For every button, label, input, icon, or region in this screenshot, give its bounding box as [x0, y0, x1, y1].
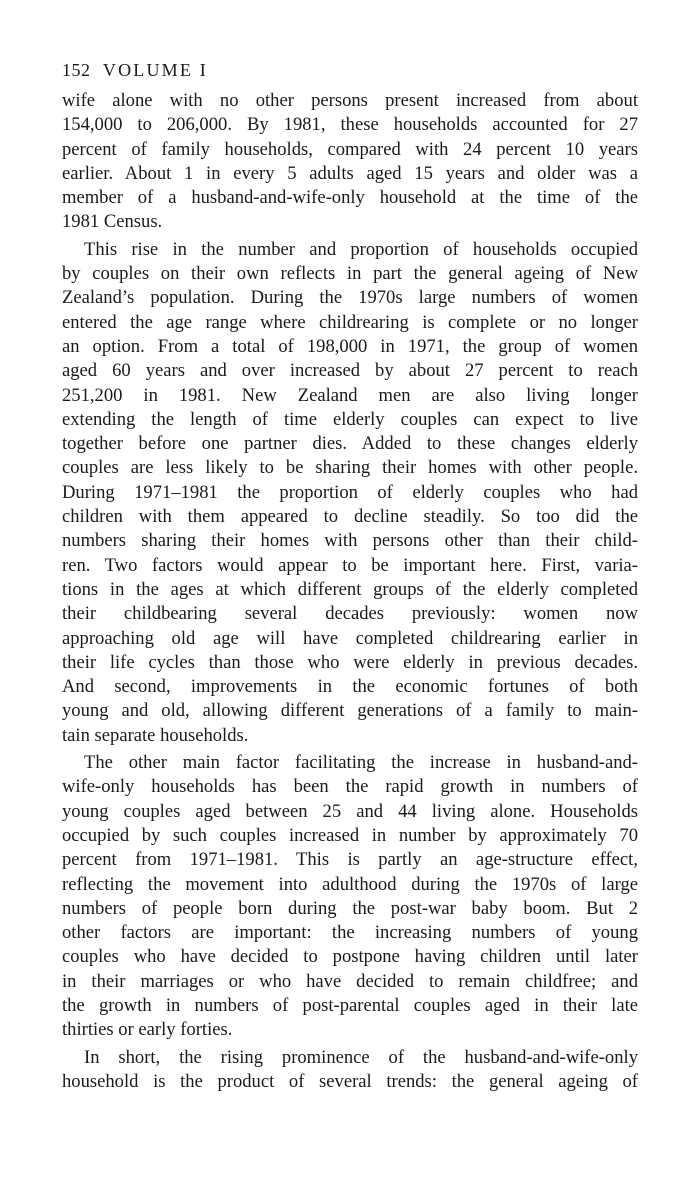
- text-line: an option. From a total of 198,000 in 1971, the group of women: [62, 335, 638, 357]
- paragraph-2: [62, 238, 638, 748]
- text-line: the growth in numbers of post-parental couples aged in their late: [62, 994, 638, 1016]
- text-line: young couples aged between 25 and 44 living alone. Households: [62, 800, 638, 822]
- text-line: approaching old age will have completed childrearing earlier in: [62, 627, 638, 649]
- text-line: aged 60 years and over increased by about 27 percent to reach: [62, 360, 638, 382]
- paragraph-4: [62, 1046, 638, 1095]
- text-line: their childbearing several decades previously: women now: [62, 603, 638, 625]
- text-line: together before one partner dies. Added to these changes elderly: [62, 433, 638, 455]
- text-line: reflecting the movement into adulthood during the 1970s of large: [62, 873, 638, 895]
- text-line: percent of family households, compared with 24 percent 10 years: [62, 138, 638, 160]
- text-line: tain separate households.: [62, 724, 249, 746]
- text-line: percent from 1971–1981. This is partly an age-structure effect,: [62, 849, 638, 871]
- text-line: young and old, allowing different generations of a family to main-: [62, 700, 638, 722]
- text-line: And second, improvements in the economic fortunes of both: [62, 676, 638, 698]
- running-head: [62, 58, 638, 82]
- text-line: The other main factor facilitating the increase in husband-and-: [84, 752, 638, 774]
- text-line: their life cycles than those who were elderly in previous decades.: [62, 651, 638, 673]
- text-line: member of a husband-and-wife-only household at the time of the: [62, 187, 638, 209]
- text-line: numbers sharing their homes with persons other than their child-: [62, 530, 638, 552]
- text-line: children with them appeared to decline steadily. So too did the: [62, 506, 638, 528]
- text-line: extending the length of time elderly couples can expect to live: [62, 408, 638, 430]
- page-number: 152: [62, 60, 91, 80]
- text-line: in their marriages or who have decided to remain childfree; and: [62, 970, 638, 992]
- text-line: 1981 Census.: [62, 211, 163, 233]
- text-line: numbers of people born during the post-war baby boom. But 2: [62, 897, 638, 919]
- text-line: thirties or early forties.: [62, 1019, 233, 1041]
- paragraph-1: [62, 89, 638, 235]
- text-line: This rise in the number and proportion of households occupied: [84, 238, 638, 260]
- text-line: 154,000 to 206,000. By 1981, these households accounted for 27: [62, 114, 638, 136]
- text-line: tions in the ages at which different groups of the elderly completed: [62, 578, 638, 600]
- text-line: earlier. About 1 in every 5 adults aged 15 years and older was a: [62, 162, 638, 184]
- text-line: wife-only households has been the rapid growth in numbers of: [62, 776, 638, 798]
- book-page: [62, 58, 638, 1097]
- volume-label: VOLUME I: [102, 60, 208, 80]
- paragraph-3: [62, 751, 638, 1043]
- text-line: During 1971–1981 the proportion of elderly couples who had: [62, 481, 638, 503]
- text-line: other factors are important: the increasing numbers of young: [62, 922, 638, 944]
- text-line: household is the product of several trends: the general ageing of: [62, 1070, 638, 1092]
- text-line: wife alone with no other persons present increased from about: [62, 90, 638, 111]
- text-line: 251,200 in 1981. New Zealand men are also living longer: [62, 384, 638, 406]
- text-line: couples who have decided to postpone having children until later: [62, 946, 638, 968]
- text-line: In short, the rising prominence of the husband-and-wife-only: [84, 1046, 638, 1068]
- text-line: couples are less likely to be sharing their homes with other people.: [62, 457, 638, 479]
- body-text: [62, 89, 638, 1094]
- text-line: by couples on their own reflects in part the general ageing of New: [62, 263, 638, 285]
- text-line: occupied by such couples increased in number by approximately 70: [62, 824, 638, 846]
- text-line: Zealand’s population. During the 1970s large numbers of women: [62, 287, 638, 309]
- text-line: entered the age range where childrearing is complete or no longer: [62, 311, 638, 333]
- text-line: ren. Two factors would appear to be important here. First, varia-: [62, 554, 638, 576]
